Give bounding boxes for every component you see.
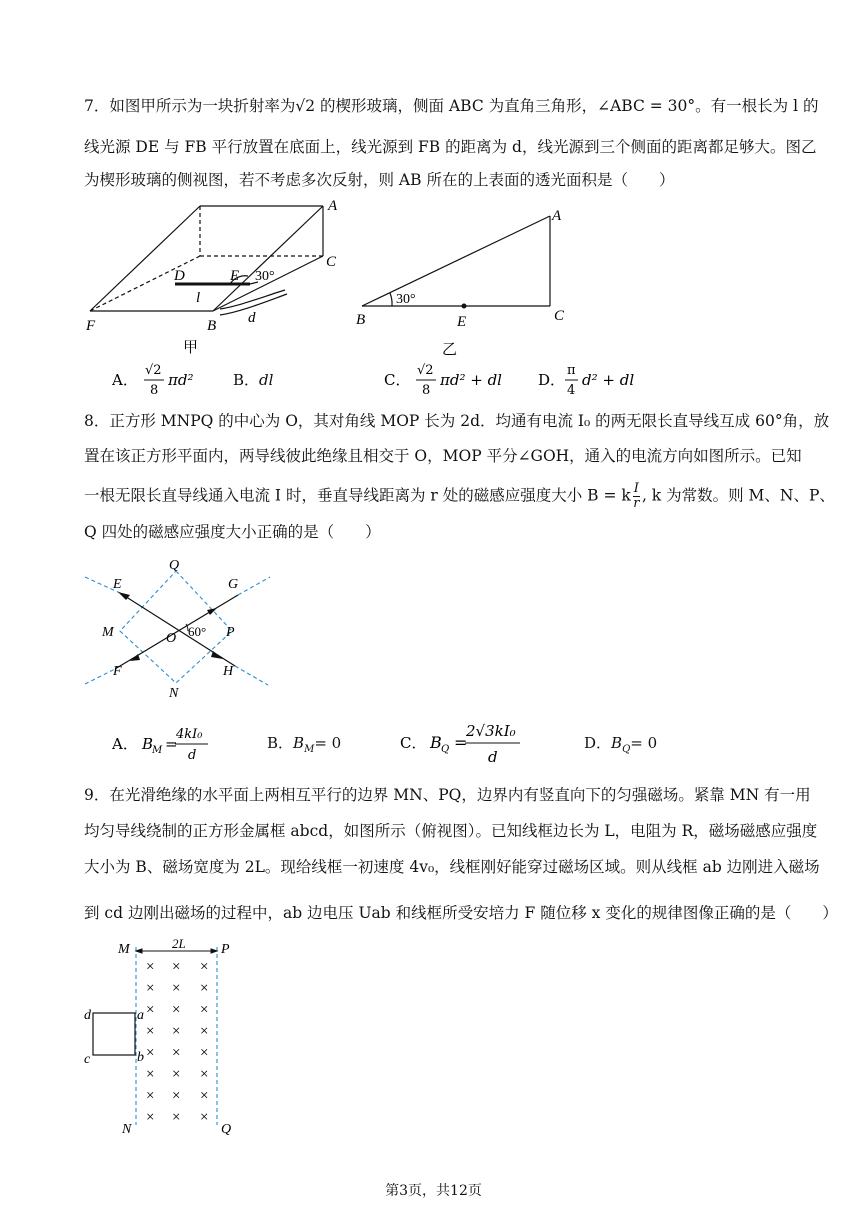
q9-label-width: 2L: [172, 936, 186, 951]
q7-yi-point-e: [462, 304, 467, 309]
field-cross: ×: [200, 959, 209, 975]
field-cross: ×: [172, 1066, 181, 1083]
q8-option-c[interactable]: [400, 716, 530, 775]
field-cross: ×: [146, 1066, 155, 1083]
svg-text:=: =: [165, 735, 178, 753]
q7-yi-label-b: B: [356, 312, 366, 328]
svg-text:8: 8: [422, 383, 431, 398]
svg-text:√2: √2: [417, 363, 434, 378]
svg-text:B: B: [430, 733, 442, 752]
q8-label-n: N: [169, 686, 179, 701]
svg-text:d² + dl: d² + dl: [582, 371, 635, 389]
q7-yi-caption: 乙: [442, 342, 458, 358]
q7-line-1: 7．如图甲所示为一块折射率为√2 的楔形玻璃，侧面 ABC 为直角三角形，∠ABC = 30°。有一根长为 l 的: [84, 97, 819, 115]
field-cross: ×: [146, 1088, 155, 1104]
q7-figure-jia: [80, 196, 350, 356]
q9-line-3: 大小为 B、磁场宽度为 2L。现给线框一初速度 4v₀，线框刚好能穿过磁场区域。则从线框 ab 边刚进入磁场: [84, 858, 820, 876]
q9-label-n: N: [122, 1122, 132, 1137]
field-cross: ×: [172, 1088, 181, 1104]
q7-option-c[interactable]: [384, 360, 524, 405]
q7-line-3: 为楔形玻璃的侧视图，若不考虑多次反射，则 AB 所在的上表面的透光面积是（ ）: [84, 171, 675, 189]
q8-label-e: E: [113, 577, 122, 592]
field-cross: ×: [200, 1066, 209, 1083]
q9-line-1: 9．在光滑绝缘的水平面上两相互平行的边界 MN、PQ，边界内有竖直向下的匀强磁场。紧靠 MN 有一用: [84, 786, 811, 804]
q8-label-h: H: [223, 664, 234, 679]
q9-label-m: M: [118, 942, 130, 957]
q9-label-d: d: [84, 1008, 91, 1023]
svg-text:C．: C．: [384, 371, 411, 389]
field-cross: ×: [172, 959, 181, 975]
svg-text:D．: D．: [538, 371, 566, 389]
field-cross: ×: [146, 1023, 155, 1040]
q8-option-b[interactable]: B．$B_M= 0$: [267, 734, 342, 755]
q8-label-p: P: [226, 625, 235, 640]
svg-text:8: 8: [150, 383, 159, 398]
field-cross: ×: [146, 1002, 155, 1018]
field-cross: ×: [172, 1023, 181, 1040]
q8-line-3: 一根无限长直导线通入电流 I 时，垂直导线距离为 r 处的磁感应强度大小 B = k $\frac{I}{r}$ , k 为常数。则 M、N、P、: [84, 481, 835, 511]
svg-text:M: M: [152, 745, 163, 756]
field-cross: ×: [146, 1045, 155, 1061]
svg-text:4kI₀: 4kI₀: [176, 727, 203, 742]
field-cross: ×: [146, 980, 155, 997]
q7-jia-label-d: D: [174, 268, 185, 284]
q7-line-2: 线光源 DE 与 FB 平行放置在底面上，线光源到 FB 的距离为 d，线光源到三个侧面的距离都足够大。图乙: [84, 138, 817, 156]
q7-option-d[interactable]: [538, 360, 668, 405]
q8-line-2: 置在该正方形平面内，两导线彼此绝缘且相交于 O，MOP 平分∠GOH，通入的电流方向如图所示。已知: [84, 447, 802, 465]
field-cross: ×: [146, 959, 155, 975]
q8-line-4: Q 四处的磁感应强度大小正确的是（ ）: [84, 523, 381, 541]
svg-text:4: 4: [567, 383, 576, 398]
field-cross: ×: [200, 1088, 209, 1104]
q7-jia-label-c: C: [326, 254, 337, 270]
page-footer: 第3页，共12页: [385, 1183, 482, 1199]
q7-option-b[interactable]: B．dl: [233, 371, 274, 389]
field-cross: ×: [200, 980, 209, 997]
svg-text:A．: A．: [112, 735, 138, 753]
q9-label-c: c: [84, 1052, 91, 1067]
svg-text:√2: √2: [145, 363, 162, 378]
q7-yi-angle: 30°: [396, 292, 416, 307]
q7-yi-label-e: E: [457, 314, 467, 330]
q7-option-a[interactable]: [112, 360, 232, 405]
svg-text:A．: A．: [112, 371, 138, 389]
q7-jia-label-a: A: [328, 198, 338, 214]
q7-yi-label-c: C: [554, 308, 565, 324]
q7-yi-label-a: A: [552, 208, 562, 224]
svg-text:2√3kI₀: 2√3kI₀: [466, 722, 516, 740]
field-cross: ×: [200, 1023, 209, 1040]
q7-jia-label-e: E: [230, 268, 240, 284]
q7-jia-caption: 甲: [183, 340, 199, 356]
q8-line-1: 8．正方形 MNPQ 的中心为 O，其对角线 MOP 长为 2d．均通有电流 I₀ 的两无限长直导线互成 60°角，放: [84, 412, 830, 430]
field-cross: ×: [200, 1002, 209, 1018]
svg-text:πd²: πd²: [168, 371, 194, 389]
q8-angle-60: 60°: [188, 624, 207, 639]
svg-text:πd² + dl: πd² + dl: [440, 371, 502, 389]
q8-figure: [80, 555, 280, 705]
field-cross: ×: [200, 1045, 209, 1061]
q9-label-q: Q: [221, 1122, 232, 1137]
svg-text:d: d: [188, 748, 197, 763]
svg-text:B: B: [142, 735, 154, 753]
svg-text:=: =: [454, 733, 468, 752]
field-cross: ×: [172, 1002, 181, 1018]
q8-option-a[interactable]: [112, 722, 222, 771]
svg-text:d: d: [488, 748, 498, 766]
q8-label-o: O: [166, 631, 177, 646]
q8-label-m: M: [102, 625, 114, 640]
field-cross: ×: [172, 1109, 181, 1126]
q9-line-4: 到 cd 边刚出磁场的过程中，ab 边电压 Uab 和线框所受安培力 F 随位移 x 变化的规律图像正确的是（ ）: [84, 904, 838, 922]
q8-label-f: F: [113, 664, 122, 679]
q7-jia-label-b: B: [207, 318, 217, 334]
q8-label-q: Q: [169, 558, 180, 573]
q7-jia-label-l: l: [196, 290, 201, 306]
q9-label-a: a: [137, 1008, 144, 1023]
svg-text:π: π: [567, 363, 576, 378]
field-cross: ×: [146, 1109, 155, 1126]
q9-label-b: b: [137, 1050, 144, 1065]
q8-option-d[interactable]: D．$B_Q= 0$: [584, 734, 658, 755]
q7-figure-yi: [350, 200, 580, 360]
magnetic-field-crosses: [146, 959, 208, 1126]
q7-jia-label-f: F: [86, 318, 96, 334]
q7-jia-label-d-distance: d: [248, 310, 256, 326]
q8-label-g: G: [228, 577, 239, 592]
svg-text:Q: Q: [441, 744, 450, 755]
q9-label-p: P: [221, 942, 230, 957]
field-cross: ×: [200, 1109, 209, 1126]
field-cross: ×: [172, 980, 181, 997]
field-cross: ×: [172, 1045, 181, 1061]
q9-line-2: 均匀导线绕制的正方形金属框 abcd，如图所示（俯视图）。已知线框边长为 L，电阻为 R，磁场磁感应强度: [84, 822, 818, 840]
q7-jia-angle: 30°: [255, 269, 275, 284]
svg-text:C．: C．: [400, 734, 427, 752]
q9-figure: [80, 935, 250, 1145]
